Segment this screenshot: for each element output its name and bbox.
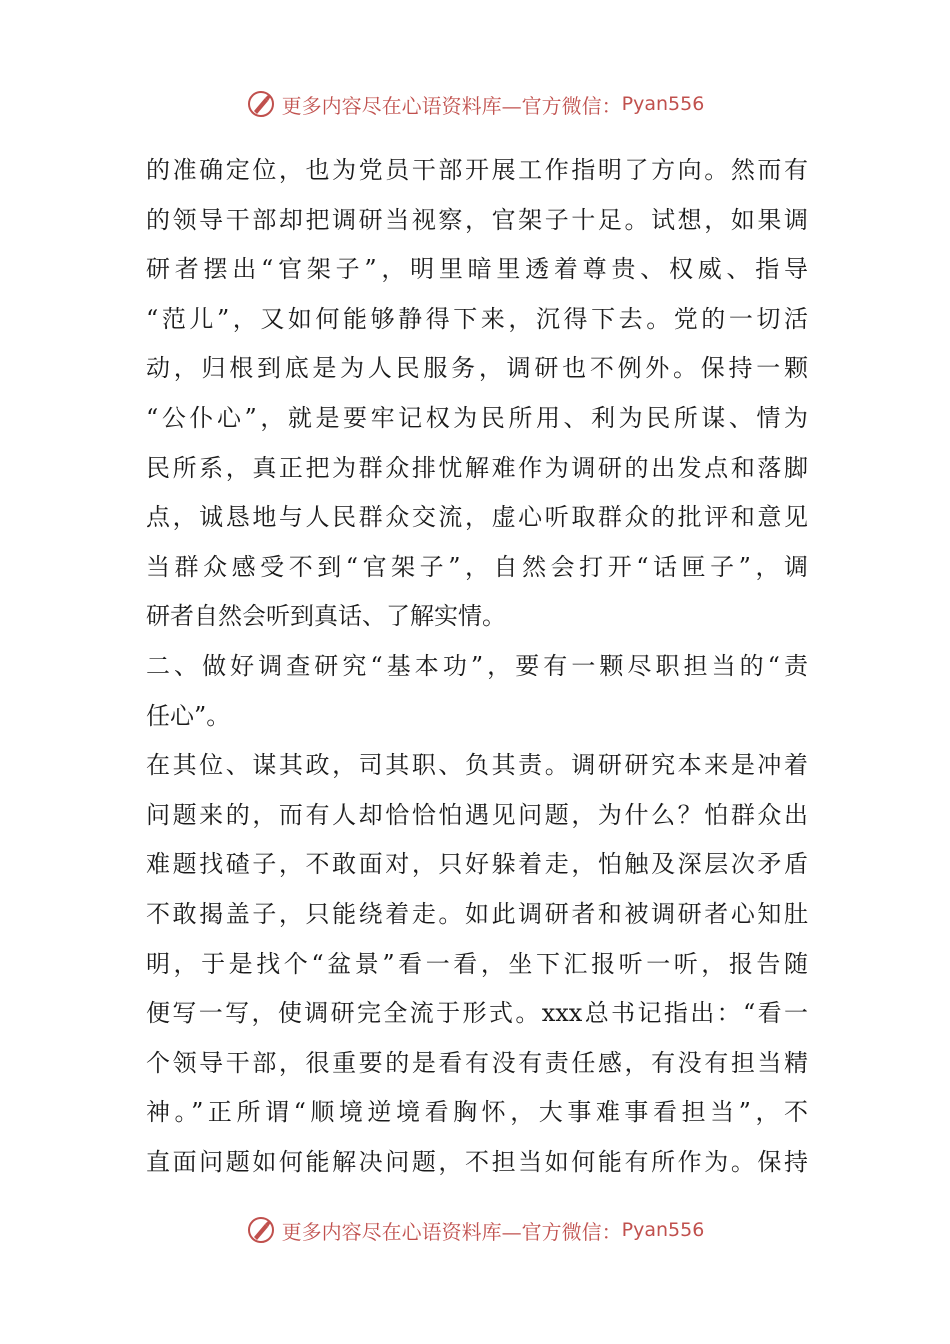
text-line: 便写一写，使调研完全流于形式。xxx总书记指出：“看一 — [146, 999, 808, 1028]
pen-nib-logo-icon — [246, 1215, 276, 1245]
text-line: 神。”正所谓“顺境逆境看胸怀，大事难事看担当”，不 — [146, 1098, 808, 1127]
text-line: 民所系，真正把为群众排忧解难作为调研的出发点和落脚 — [146, 453, 808, 482]
text-line: 的领导干部却把调研当视察，官架子十足。试想，如果调 — [146, 205, 808, 234]
text-line: 难题找碴子，不敢面对，只好躲着走，怕触及深层次矛盾 — [146, 850, 808, 879]
footer-watermark — [0, 1210, 950, 1250]
text-line: 的准确定位，也为党员干部开展工作指明了方向。然而有 — [146, 156, 808, 184]
text-line: 研者摆出“官架子”，明里暗里透着尊贵、权威、指导 — [146, 255, 808, 284]
text-line: 问题来的，而有人却恰恰怕遇见问题，为什么？怕群众出 — [146, 800, 808, 829]
section-heading-line: 任心”。 — [146, 701, 231, 730]
header-watermark — [0, 84, 950, 124]
text-line: “范儿”，又如何能够静得下来，沉得下去。党的一切活 — [146, 304, 808, 333]
text-line: 当群众感受不到“官架子”，自然会打开“话匣子”，调 — [146, 552, 808, 581]
text-line: 在其位、谋其政，司其职、负其责。调研研究本来是冲着 — [146, 751, 808, 780]
text-line: 动，归根到底是为人民服务，调研也不例外。保持一颗 — [146, 354, 808, 383]
text-line: 点，诚恳地与人民群众交流，虚心听取群众的批评和意见 — [146, 503, 808, 532]
text-line: 不敢揭盖子，只能绕着走。如此调研者和被调研者心知肚 — [146, 899, 808, 928]
watermark-wechat-id: Pyan556 — [621, 1219, 705, 1241]
text-line: 直面问题如何能解决问题，不担当如何能有所作为。保持 — [146, 1147, 808, 1176]
text-line: 研者自然会听到真话、了解实情。 — [146, 602, 506, 631]
pen-nib-logo-icon — [246, 89, 276, 119]
text-line: 明，于是找个“盆景”看一看，坐下汇报听一听，报告随 — [146, 949, 808, 978]
watermark-text: 更多内容尽在心语资料库—官方微信： — [281, 93, 622, 118]
watermark-text: 更多内容尽在心语资料库—官方微信： — [281, 1219, 622, 1244]
watermark-wechat-id: Pyan556 — [621, 93, 705, 115]
text-line: 个领导干部，很重要的是看有没有责任感，有没有担当精 — [146, 1048, 808, 1077]
section-heading-line: 二、做好调查研究“基本功”，要有一颗尽职担当的“责 — [146, 651, 808, 680]
text-line: “公仆心”，就是要牢记权为民所用、利为民所谋、情为 — [146, 403, 808, 432]
document-body — [146, 146, 808, 1187]
